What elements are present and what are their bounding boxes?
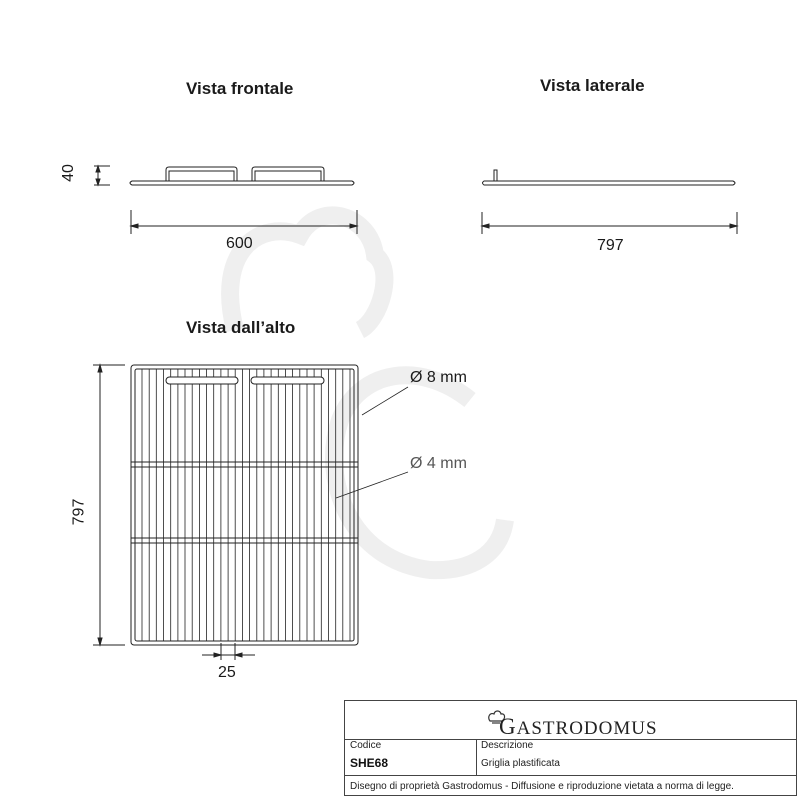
- description-value: Griglia plastificata: [481, 758, 560, 769]
- front-height-label: 40: [59, 164, 77, 182]
- side-view: [482, 170, 737, 234]
- front-view-title: Vista frontale: [186, 79, 294, 98]
- side-view-title: Vista laterale: [540, 76, 645, 95]
- top-view-handle-right: [251, 377, 324, 384]
- top-length-label: 797: [70, 498, 88, 526]
- side-length-label: 797: [597, 237, 624, 254]
- code-value: SHE68: [350, 756, 389, 770]
- top-view-cross-bars: [131, 462, 358, 543]
- front-view-bar: [130, 181, 354, 185]
- description-label: Descrizione: [481, 740, 534, 751]
- frame-wire-spec: Ø 8 mm: [410, 369, 467, 386]
- code-label: Codice: [350, 740, 382, 751]
- title-block-footer: Disegno di proprietà Gastrodomus - Diffusione e riproduzione vietata a norma di legge.: [350, 781, 734, 792]
- brand-name: GASTRODOMUS: [499, 714, 658, 739]
- top-view-outer-frame: [131, 365, 358, 645]
- title-block-brand-row: [345, 701, 796, 740]
- front-width-label: 600: [226, 235, 253, 252]
- top-view-grid-rods: [142, 369, 350, 641]
- front-view-handle-right: [252, 167, 324, 181]
- top-view: [93, 365, 408, 660]
- side-view-bar: [483, 181, 736, 185]
- title-block: [344, 700, 797, 796]
- side-view-handle: [494, 170, 497, 181]
- top-view-handle-left: [166, 377, 238, 384]
- leader-grid-wire: [336, 472, 408, 498]
- top-view-title: Vista dall’alto: [186, 318, 296, 337]
- spacing-label: 25: [218, 664, 236, 681]
- front-view-handle-left: [166, 167, 237, 181]
- title-block-info-row: [345, 739, 796, 776]
- grid-wire-spec: Ø 4 mm: [410, 455, 467, 472]
